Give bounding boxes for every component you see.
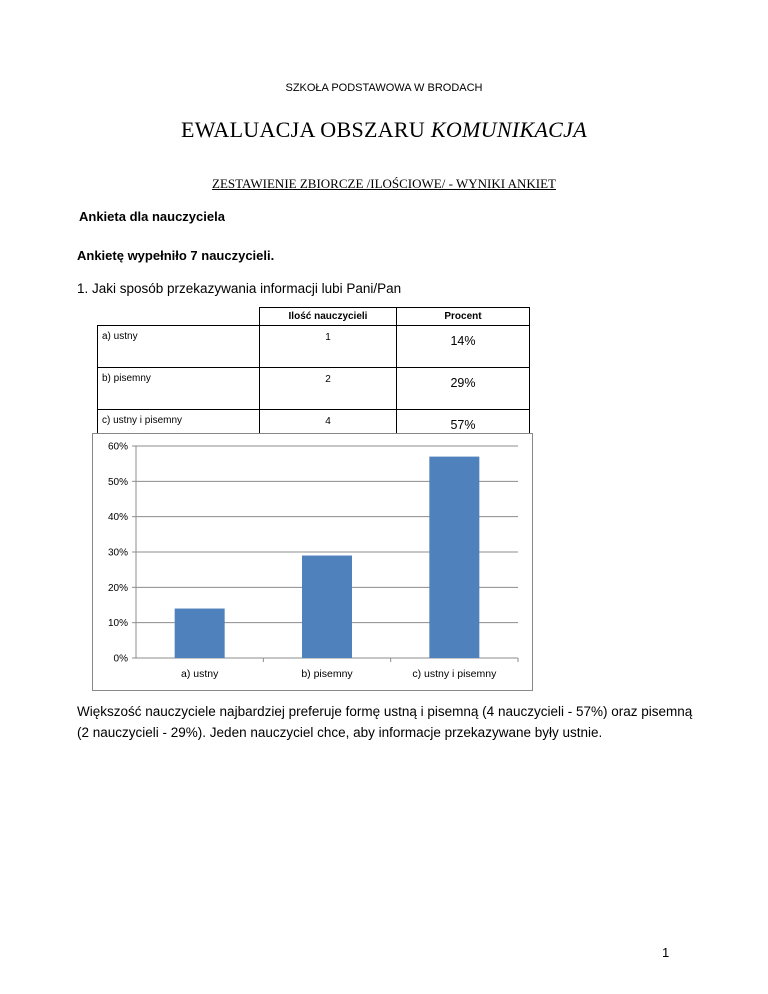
y-tick-label: 50%	[107, 476, 128, 488]
title-main: EWALUACJA OBSZARU	[181, 117, 431, 142]
survey-heading: Ankieta dla nauczyciela	[79, 209, 225, 224]
table-header-blank	[98, 308, 260, 326]
table-cell-label: a) ustny	[98, 326, 260, 368]
bar-chart	[92, 433, 533, 691]
results-table	[97, 307, 530, 452]
x-tick-label: b) pisemny	[301, 668, 353, 680]
chart-bar	[302, 556, 352, 658]
question-text: 1. Jaki sposób przekazywania informacji lubi Pani/Pan	[77, 281, 402, 296]
table-cell-label: c) ustny i pisemny	[98, 410, 260, 452]
table-cell-count: 1	[260, 326, 397, 368]
table-header-percent: Procent	[397, 308, 530, 326]
table-cell-label: b) pisemny	[98, 368, 260, 410]
table-header-row	[98, 308, 530, 326]
y-tick-label: 0%	[113, 653, 128, 665]
x-tick-label: c) ustny i pisemny	[412, 668, 497, 680]
chart-bar	[429, 457, 479, 658]
title-italic: KOMUNIKACJA	[430, 117, 587, 142]
bar-chart-svg	[93, 434, 532, 690]
table-cell-count: 2	[260, 368, 397, 410]
table-cell-percent: 14%	[397, 326, 530, 368]
table-cell-percent: 29%	[397, 368, 530, 410]
respondents-note: Ankietę wypełniło 7 nauczycieli.	[77, 248, 275, 263]
y-tick-label: 60%	[107, 441, 128, 453]
table-header-count: Ilość nauczycieli	[260, 308, 397, 326]
document-title	[0, 117, 768, 143]
document-subtitle: ZESTAWIENIE ZBIORCZE /ILOŚCIOWE/ - WYNIKI ANKIET	[212, 176, 556, 191]
page-number: 1	[662, 945, 670, 960]
y-tick-label: 20%	[107, 582, 128, 594]
table-row	[98, 326, 530, 368]
x-tick-label: a) ustny	[180, 668, 219, 680]
y-tick-label: 10%	[107, 618, 128, 630]
table-cell-percent: 57%	[397, 410, 530, 452]
y-tick-label: 40%	[107, 512, 128, 524]
table-row	[98, 368, 530, 410]
summary-paragraph: Większość nauczyciele najbardziej preferuje formę ustną i pisemną (4 nauczycieli - 57%) oraz pisemną (2 nauczycieli - 29%). Jeden nauczyciel chce, aby informacje przekazywane były ustnie.	[77, 704, 693, 740]
y-tick-label: 30%	[107, 547, 128, 559]
table-cell-count: 4	[260, 410, 397, 452]
school-name: SZKOŁA PODSTAWOWA W BRODACH	[285, 82, 483, 94]
chart-bar	[175, 609, 225, 658]
